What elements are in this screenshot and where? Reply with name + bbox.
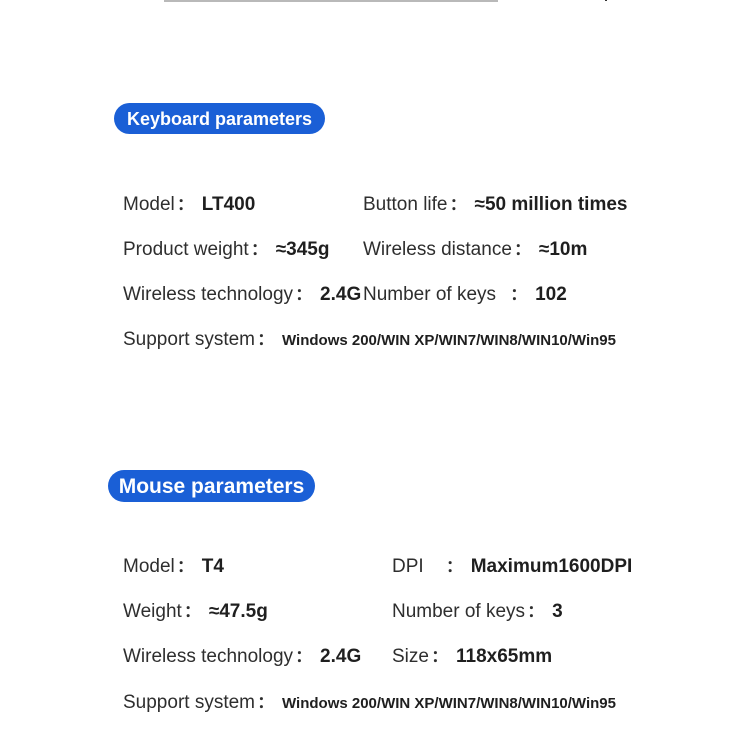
kb-model-label: Model [123,194,175,215]
separator: ： [510,284,530,305]
kb-wireless-distance-value: ≈10m [538,239,588,260]
kb-weight-value: ≈345g [275,239,330,260]
mouse-size-value: 118x65mm [455,646,553,667]
mouse-support-value: Windows 200/WIN XP/WIN7/WIN8/WIN10/Win95 [282,695,616,712]
mouse-parameters-heading: Mouse parameters [108,470,315,502]
separator: ： [257,329,277,350]
separator: ： [257,692,277,713]
separator: ： [449,194,469,215]
kb-wireless-distance-label: Wireless distance [363,239,512,260]
kb-wireless-distance-row [363,240,587,259]
kb-wireless-tech-label: Wireless technology [123,284,294,305]
mouse-weight-label: Weight [123,601,182,622]
separator: ： [527,601,547,622]
mouse-size-label: Size [392,646,429,667]
separator: ： [430,646,450,667]
separator: ： [176,556,196,577]
mouse-wireless-tech-value: 2.4G [320,646,362,667]
separator: ： [445,556,465,577]
kb-wireless-tech-row [123,285,361,304]
kb-support-label: Support system [123,329,255,350]
kb-wireless-tech-value: 2.4G [320,284,362,305]
kb-keys-label: Number of keys [363,284,497,305]
separator: ： [295,284,315,305]
mouse-support-row [123,693,616,712]
mouse-dpi-label: DPI [392,556,424,577]
mouse-weight-value: ≈47.5g [208,601,268,622]
mouse-keys-value: 3 [552,601,563,622]
mouse-support-label: Support system [123,692,255,713]
keyboard-parameters-heading: Keyboard parameters [114,103,325,134]
separator: ： [513,239,533,260]
kb-button-life-label: Button life [363,194,448,215]
separator: ： [295,646,315,667]
mouse-model-value: T4 [201,556,224,577]
cropped-product-graphic [556,0,612,2]
mouse-keys-row [392,602,563,621]
kb-model-row [123,195,255,214]
kb-button-life-value: ≈50 million times [474,194,628,215]
separator: ： [250,239,270,260]
mouse-model-label: Model [123,556,175,577]
kb-keys-row [363,285,567,304]
kb-weight-row [123,240,329,259]
mouse-keys-label: Number of keys [392,601,526,622]
kb-support-value: Windows 200/WIN XP/WIN7/WIN8/WIN10/Win95 [282,332,616,349]
mouse-dpi-value: Maximum1600DPI [470,556,633,577]
mouse-wireless-tech-label: Wireless technology [123,646,294,667]
kb-weight-label: Product weight [123,239,249,260]
separator: ： [183,601,203,622]
kb-model-value: LT400 [201,194,256,215]
kb-support-row [123,330,616,349]
kb-keys-value: 102 [535,284,567,305]
kb-button-life-row [363,195,628,214]
mouse-size-row [392,647,552,666]
separator: ： [176,194,196,215]
mouse-model-row [123,557,224,576]
mouse-weight-row [123,602,268,621]
top-divider [164,0,498,2]
mouse-dpi-row [392,557,632,576]
mouse-wireless-tech-row [123,647,361,666]
